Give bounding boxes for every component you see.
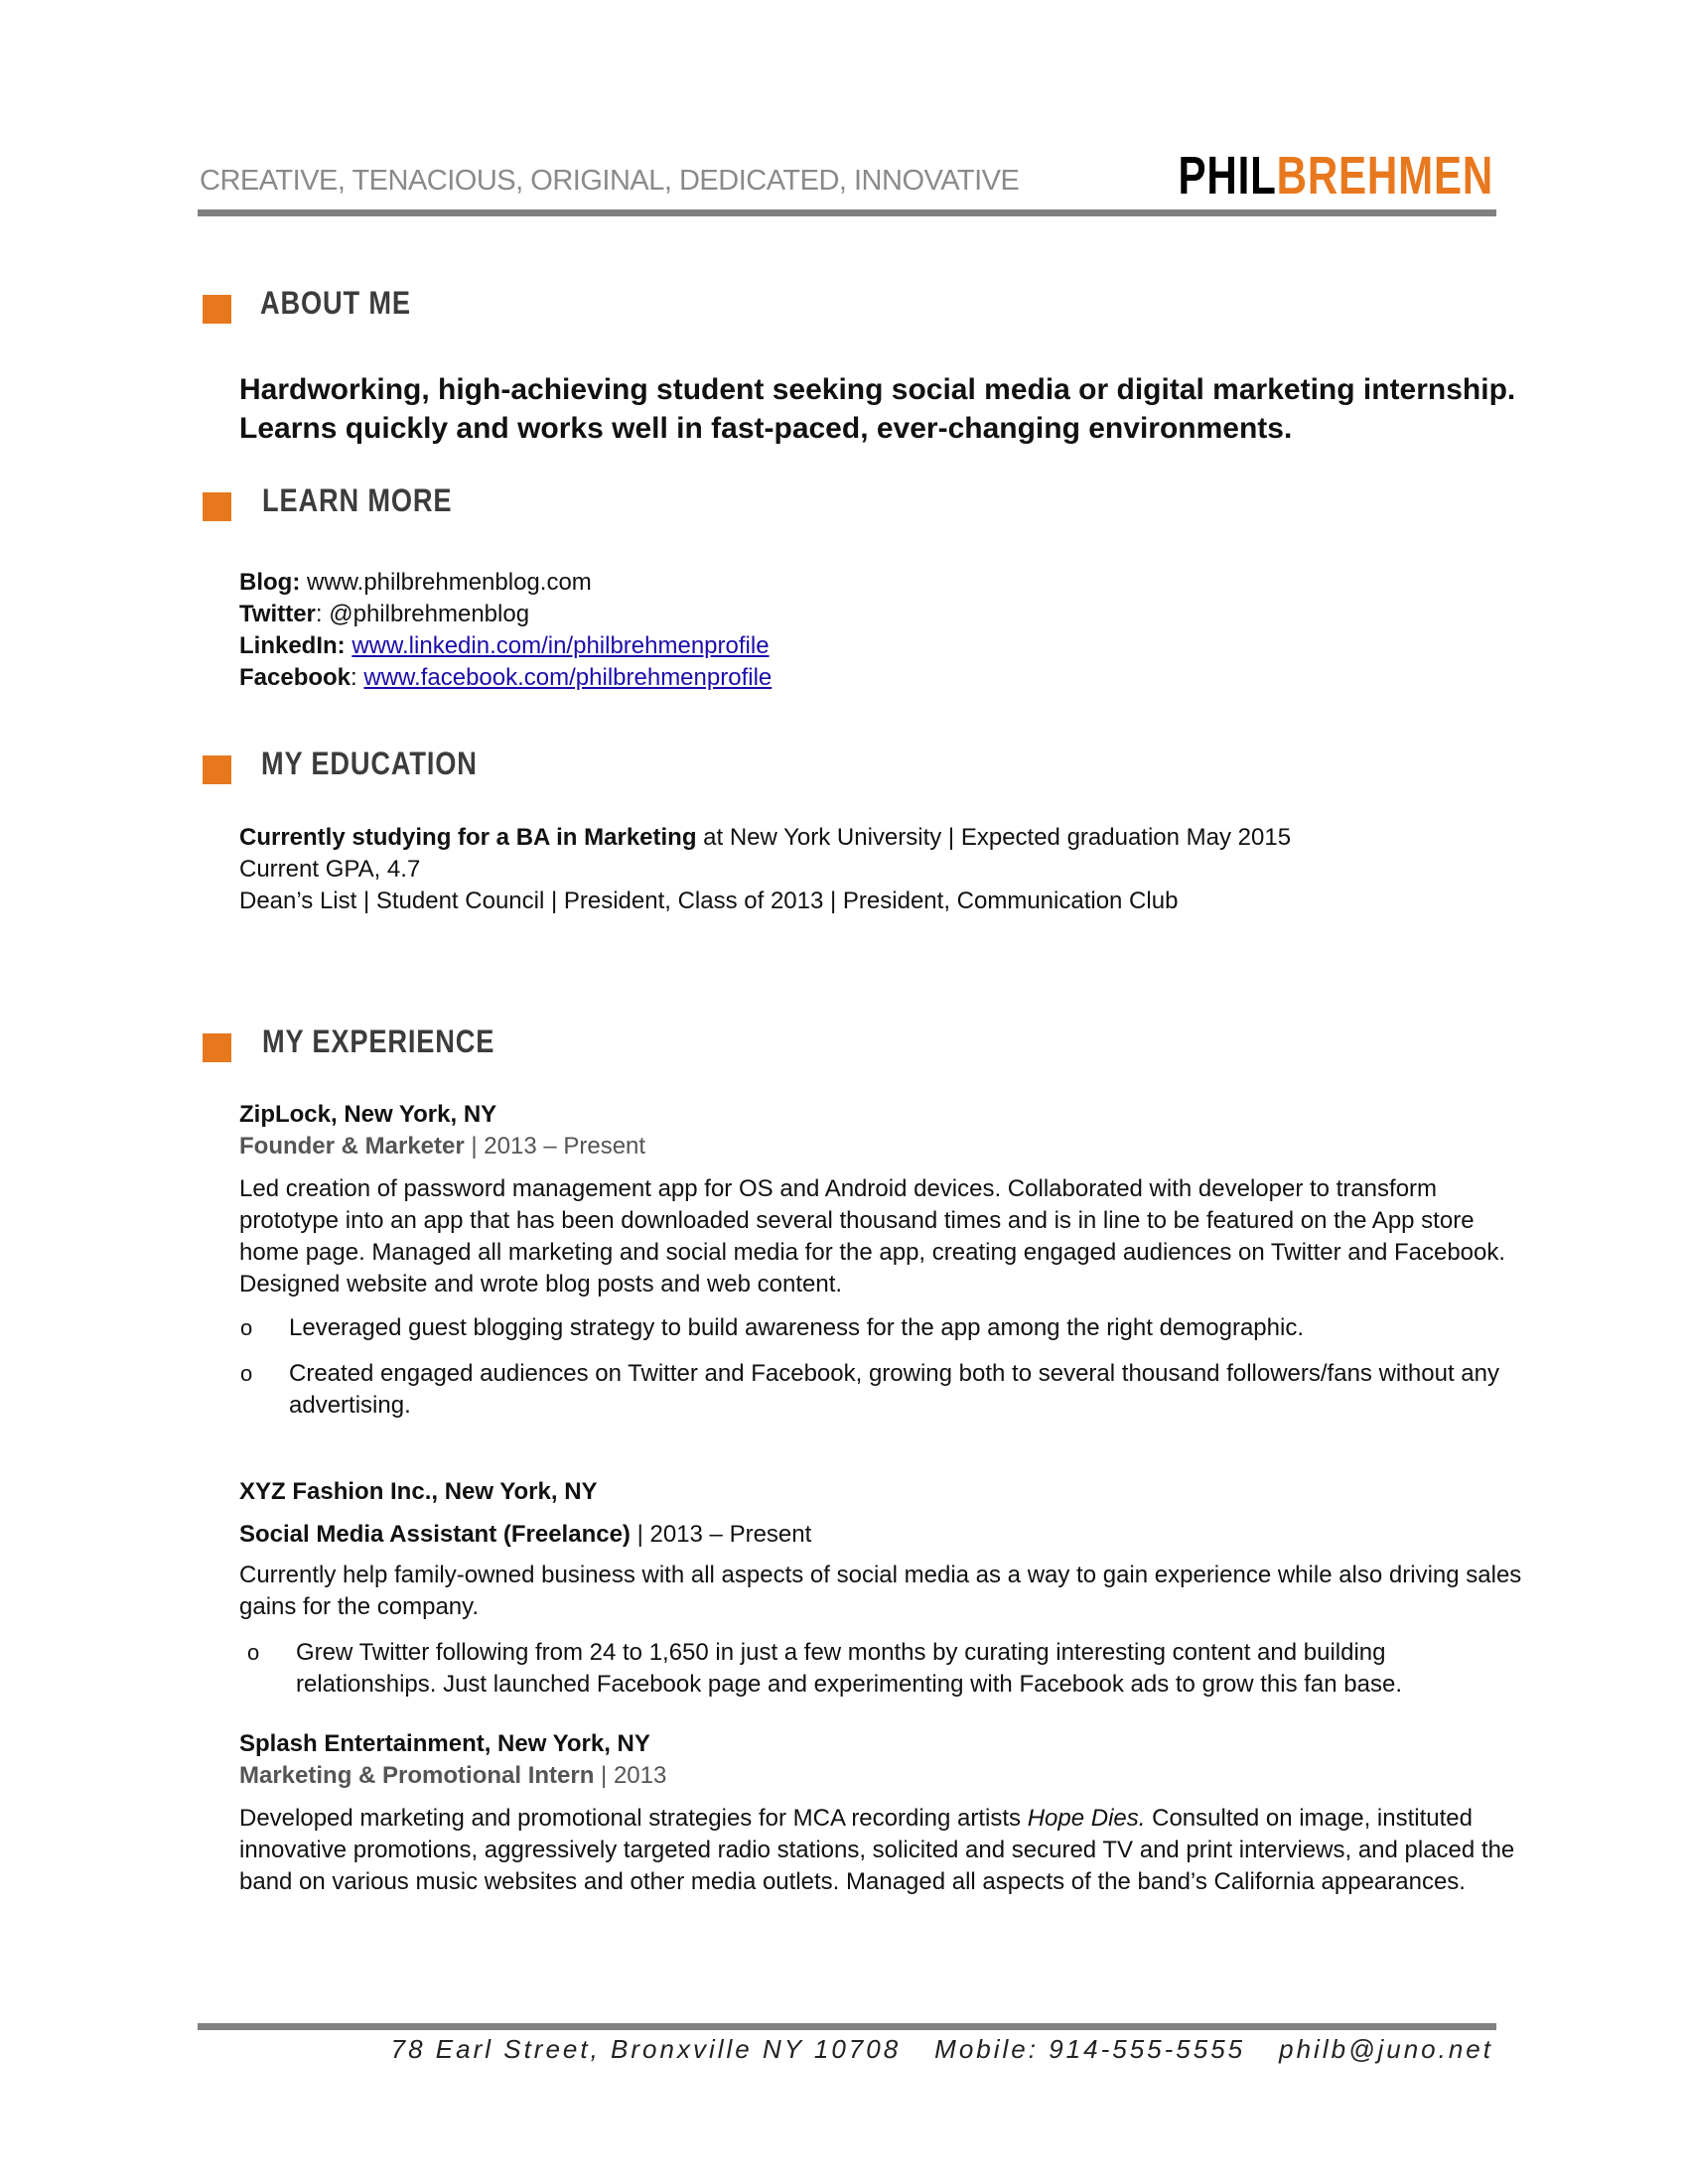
section-title-about: ABOUT ME bbox=[260, 285, 411, 321]
job-description: Currently help family-owned business with all aspects of social media as a way to gain experience while also driving sales gains for the company. bbox=[239, 1562, 1522, 1620]
linkedin-link[interactable]: www.linkedin.com/in/philbrehmenprofile bbox=[352, 632, 770, 659]
section-marker-icon bbox=[203, 1033, 231, 1062]
job-role-line bbox=[239, 1760, 666, 1792]
job-description: Led creation of password management app for OS and Android devices. Collaborated with developer to transform prototype into an app that has been downloaded several thousand times and is in line to be featured on the App store home page. Managed all marketing and social media for the app, creating engaged audiences on Twitter and Facebook. Designed website and wrote blog posts and web content. bbox=[239, 1175, 1506, 1297]
linkedin-label: LinkedIn: bbox=[239, 632, 346, 659]
degree-bold: Currently studying for a BA in Marketing bbox=[239, 824, 697, 851]
job-dates: | 2013 – Present bbox=[630, 1521, 812, 1548]
education-gpa: Current GPA, 4.7 bbox=[239, 856, 421, 883]
job-bullet: Leveraged guest blogging strategy to build awareness for the app among the right demographic. bbox=[289, 1314, 1304, 1341]
about-line-2: Learns quickly and works well in fast-paced, ever-changing environments. bbox=[239, 412, 1293, 445]
job-description-start: Developed marketing and promotional strategies for MCA recording artists bbox=[239, 1805, 1028, 1832]
band-name: Hope Dies. bbox=[1027, 1805, 1146, 1832]
section-title-education: MY EDUCATION bbox=[261, 746, 478, 781]
job-description bbox=[239, 1803, 1540, 1898]
job-role-line bbox=[239, 1519, 811, 1551]
footer-rule bbox=[198, 2023, 1496, 2030]
tagline: CREATIVE, TENACIOUS, ORIGINAL, DEDICATED, INNOVATIVE bbox=[200, 165, 1020, 197]
contact-blog bbox=[239, 567, 592, 599]
section-marker-icon bbox=[203, 492, 231, 521]
twitter-value: : @philbrehmenblog bbox=[315, 601, 530, 627]
section-marker-icon bbox=[203, 295, 231, 324]
facebook-link[interactable]: www.facebook.com/philbrehmenprofile bbox=[363, 664, 773, 691]
bullet-icon: o bbox=[240, 1361, 253, 1386]
section-title-experience: MY EXPERIENCE bbox=[262, 1024, 495, 1059]
job-description-end: Consulted on image, instituted innovative promotions, aggressively targeted radio stations, solicited and secured TV and print interviews, and placed the band on various music websites and other media outlets. Managed all aspects of the band’s California appearances. bbox=[239, 1805, 1515, 1895]
job-dates: | 2013 bbox=[594, 1762, 667, 1789]
job-dates: | 2013 – Present bbox=[464, 1133, 646, 1160]
contact-linkedin bbox=[239, 630, 770, 662]
job-bullet: Grew Twitter following from 24 to 1,650 in just a few months by curating interesting content and building relationships. Just launched Facebook page and experimenting with Facebook ads to grow this fan base. bbox=[296, 1639, 1403, 1698]
education-degree bbox=[239, 822, 1291, 854]
last-name: BREHMEN bbox=[1276, 146, 1493, 205]
job-company: Splash Entertainment, New York, NY bbox=[239, 1730, 650, 1757]
contact-facebook bbox=[239, 662, 772, 694]
job-role: Social Media Assistant (Freelance) bbox=[239, 1521, 631, 1548]
footer-mobile: Mobile: 914-555-5555 bbox=[934, 2034, 1246, 2064]
job-company: XYZ Fashion Inc., New York, NY bbox=[239, 1478, 598, 1505]
blog-label: Blog: bbox=[239, 569, 301, 596]
bullet-icon: o bbox=[247, 1640, 260, 1665]
footer-address: 78 Earl Street, Bronxville NY 10708 bbox=[390, 2034, 902, 2064]
about-text bbox=[239, 370, 1570, 448]
facebook-label: Facebook bbox=[239, 664, 352, 691]
footer-contact bbox=[391, 2034, 1493, 2065]
first-name: PHIL bbox=[1178, 146, 1277, 205]
job-role: Founder & Marketer bbox=[239, 1133, 465, 1160]
footer-email: philb@juno.net bbox=[1279, 2034, 1493, 2064]
contact-twitter bbox=[239, 599, 529, 630]
header-rule bbox=[198, 209, 1496, 216]
education-honors: Dean’s List | Student Council | President, Class of 2013 | President, Communication Club bbox=[239, 887, 1179, 914]
facebook-sep: : bbox=[351, 664, 357, 691]
bullet-icon: o bbox=[240, 1315, 253, 1340]
job-role: Marketing & Promotional Intern bbox=[239, 1762, 595, 1789]
job-bullet: Created engaged audiences on Twitter and Facebook, growing both to several thousand followers/fans without any advertising. bbox=[289, 1360, 1499, 1419]
degree-rest: at New York University | Expected graduation May 2015 bbox=[696, 824, 1292, 851]
job-role-line bbox=[239, 1131, 645, 1162]
about-line-1: Hardworking, high-achieving student seeking social media or digital marketing internship. bbox=[239, 373, 1516, 406]
job-company: ZipLock, New York, NY bbox=[239, 1101, 497, 1128]
section-title-learn-more: LEARN MORE bbox=[262, 482, 453, 518]
section-marker-icon bbox=[203, 755, 231, 784]
blog-value: www.philbrehmenblog.com bbox=[306, 569, 592, 596]
twitter-label: Twitter bbox=[239, 601, 316, 627]
name-logo bbox=[1179, 145, 1493, 206]
